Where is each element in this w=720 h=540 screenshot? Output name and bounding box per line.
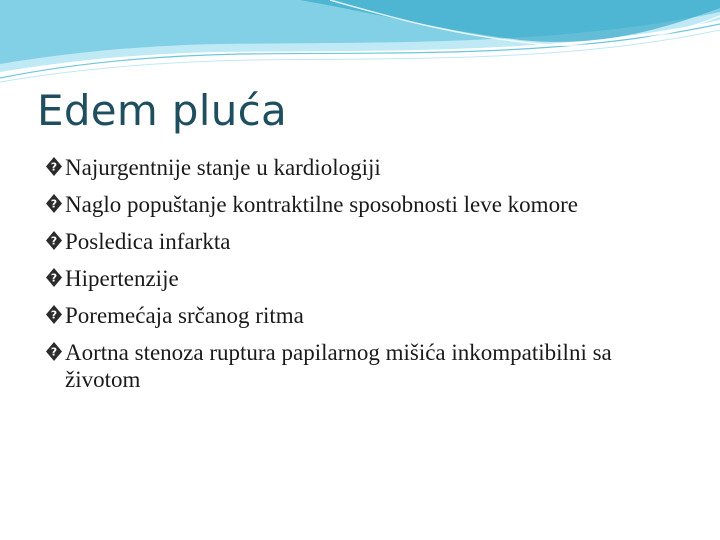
bullet-item — [46, 191, 686, 218]
svg-text:?: ? — [50, 197, 58, 211]
bullet-item — [46, 339, 686, 393]
bullet-text: Hipertenzije — [65, 266, 179, 291]
missing-glyph-icon — [46, 305, 62, 324]
bullet-text: Najurgentnije stanje u kardiologiji — [65, 155, 381, 180]
missing-glyph-icon — [46, 342, 62, 361]
missing-glyph-icon — [46, 268, 62, 287]
bullet-text: Aortna stenoza ruptura papilarnog mišića inkompatibilni sa životom — [65, 340, 612, 392]
svg-text:?: ? — [50, 160, 58, 174]
bullet-text: Naglo popuštanje kontraktilne sposobnosti leve komore — [65, 192, 578, 217]
slide-title: Edem pluća — [37, 86, 288, 135]
missing-glyph-icon — [46, 194, 62, 213]
svg-text:?: ? — [50, 271, 58, 285]
svg-text:?: ? — [50, 345, 58, 359]
svg-text:?: ? — [50, 308, 58, 322]
svg-text:?: ? — [50, 234, 58, 248]
missing-glyph-icon — [46, 157, 62, 176]
bullet-item — [46, 302, 686, 329]
bullet-text: Poremećaja srčanog ritma — [65, 303, 304, 328]
bullet-list — [46, 154, 686, 403]
missing-glyph-icon — [46, 231, 62, 250]
header-wave-decoration — [0, 0, 720, 90]
bullet-item — [46, 154, 686, 181]
bullet-item — [46, 265, 686, 292]
bullet-text: Posledica infarkta — [65, 229, 231, 254]
bullet-item — [46, 228, 686, 255]
